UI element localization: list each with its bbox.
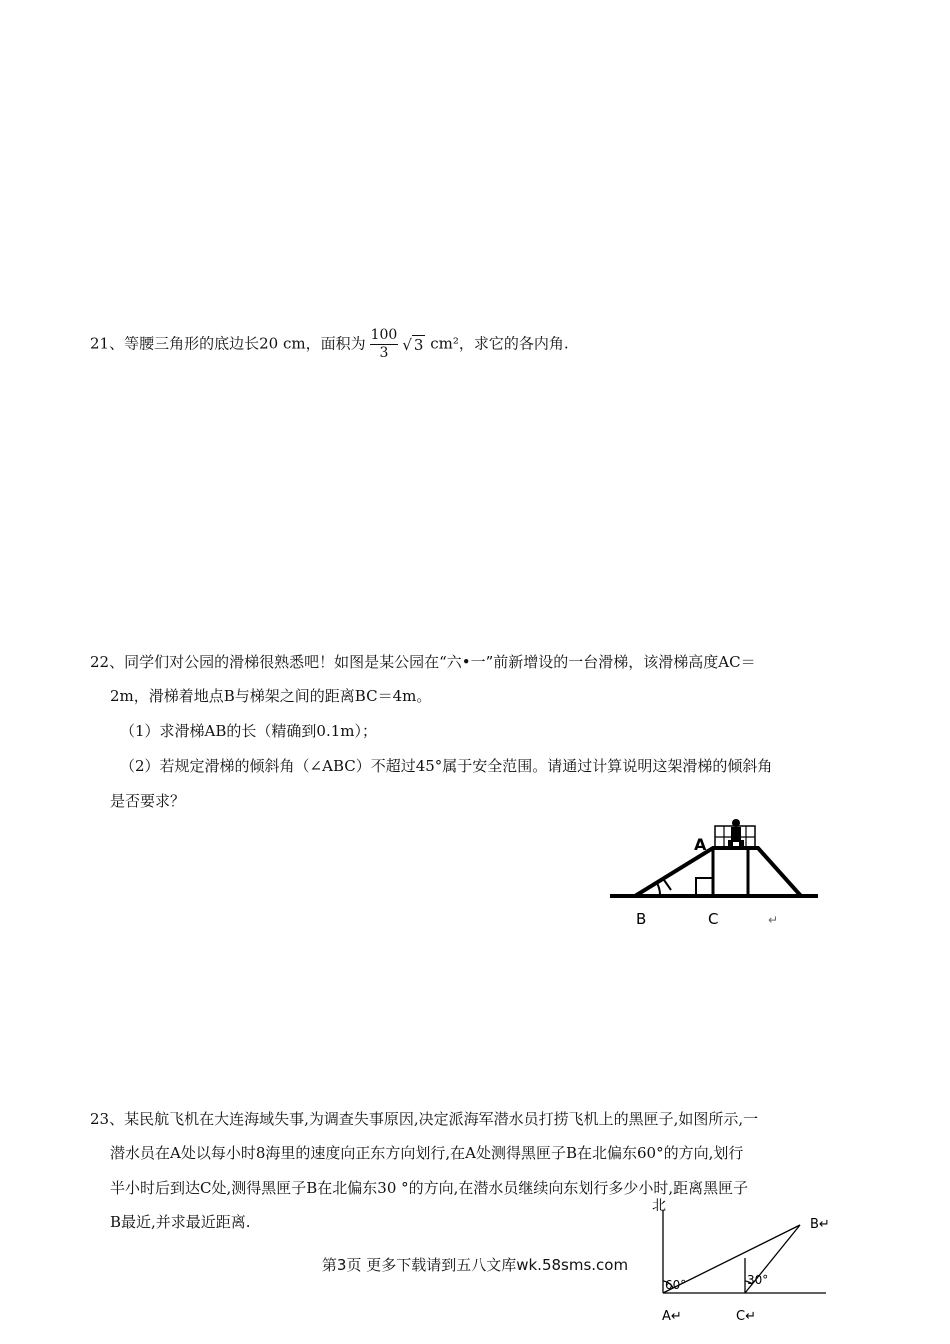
fig-label-b: B xyxy=(636,910,647,928)
angle-label-a: 60° xyxy=(665,1278,687,1292)
q22-subquestion-1: （1）求滑梯AB的长（精确到0.1m）； xyxy=(120,722,377,740)
q23-line-2: 潜水员在A处以每小时8海里的速度向正东方向划行,在A处测得黑匣子B在北偏东60°的方向,划行 xyxy=(110,1144,744,1162)
north-label: 北 xyxy=(652,1198,666,1214)
q23-line-4: B最近,并求最近距离. xyxy=(110,1213,251,1231)
q21-sqrt xyxy=(402,335,425,355)
child-figure xyxy=(728,819,744,848)
label-c: C↵ xyxy=(736,1309,756,1324)
q21-fraction xyxy=(370,327,399,362)
label-a: A↵ xyxy=(662,1309,682,1324)
q21-radicand: 3 xyxy=(413,335,424,354)
q23-line-3: 半小时后到达C处,测得黑匣子B在北偏东30 °的方向,在潜水员继续向东划行多少小时,距离黑匣子 xyxy=(110,1179,749,1197)
q22-subquestion-2: （2）若规定滑梯的倾斜角（∠ABC）不超过45°属于安全范围。请通过计算说明这架滑梯的倾斜角 xyxy=(120,757,773,775)
q21-suffix: cm²，求它的各内角. xyxy=(425,334,569,353)
q22-line-1: 22、同学们对公园的滑梯很熟悉吧！如图是某公园在“六•一”前新增设的一台滑梯，该滑梯高度AC＝ xyxy=(90,653,756,671)
right-angle-marker xyxy=(696,878,713,896)
label-b: B↵ xyxy=(810,1217,830,1232)
q21-prefix: 21、等腰三角形的底边长20 cm，面积为 xyxy=(90,334,366,353)
q23-line-1: 23、某民航飞机在大连海域失事,为调查失事原因,决定派海军潜水员打捞飞机上的黑匣子,如图所示,一 xyxy=(90,1110,759,1128)
fig-label-a: A xyxy=(694,835,707,854)
question-21 xyxy=(90,327,569,362)
q21-fraction-denominator: 3 xyxy=(379,345,389,361)
slide-figure xyxy=(600,812,830,932)
slide-hatch xyxy=(664,880,671,890)
page-footer: 第3页 更多下载请到五八文库wk.58sms.com xyxy=(321,1256,629,1274)
q22-subquestion-2-cont: 是否要求？ xyxy=(110,792,186,810)
angle-label-c: 30° xyxy=(747,1273,769,1287)
q22-line-2: 2m，滑梯着地点B与梯架之间的距离BC＝4m。 xyxy=(110,687,432,705)
q21-fraction-numerator: 100 xyxy=(370,327,398,343)
paragraph-mark: ↵ xyxy=(768,913,779,927)
fig-label-c: C xyxy=(708,910,719,928)
q21-sqrt-sign: √ xyxy=(402,335,412,354)
